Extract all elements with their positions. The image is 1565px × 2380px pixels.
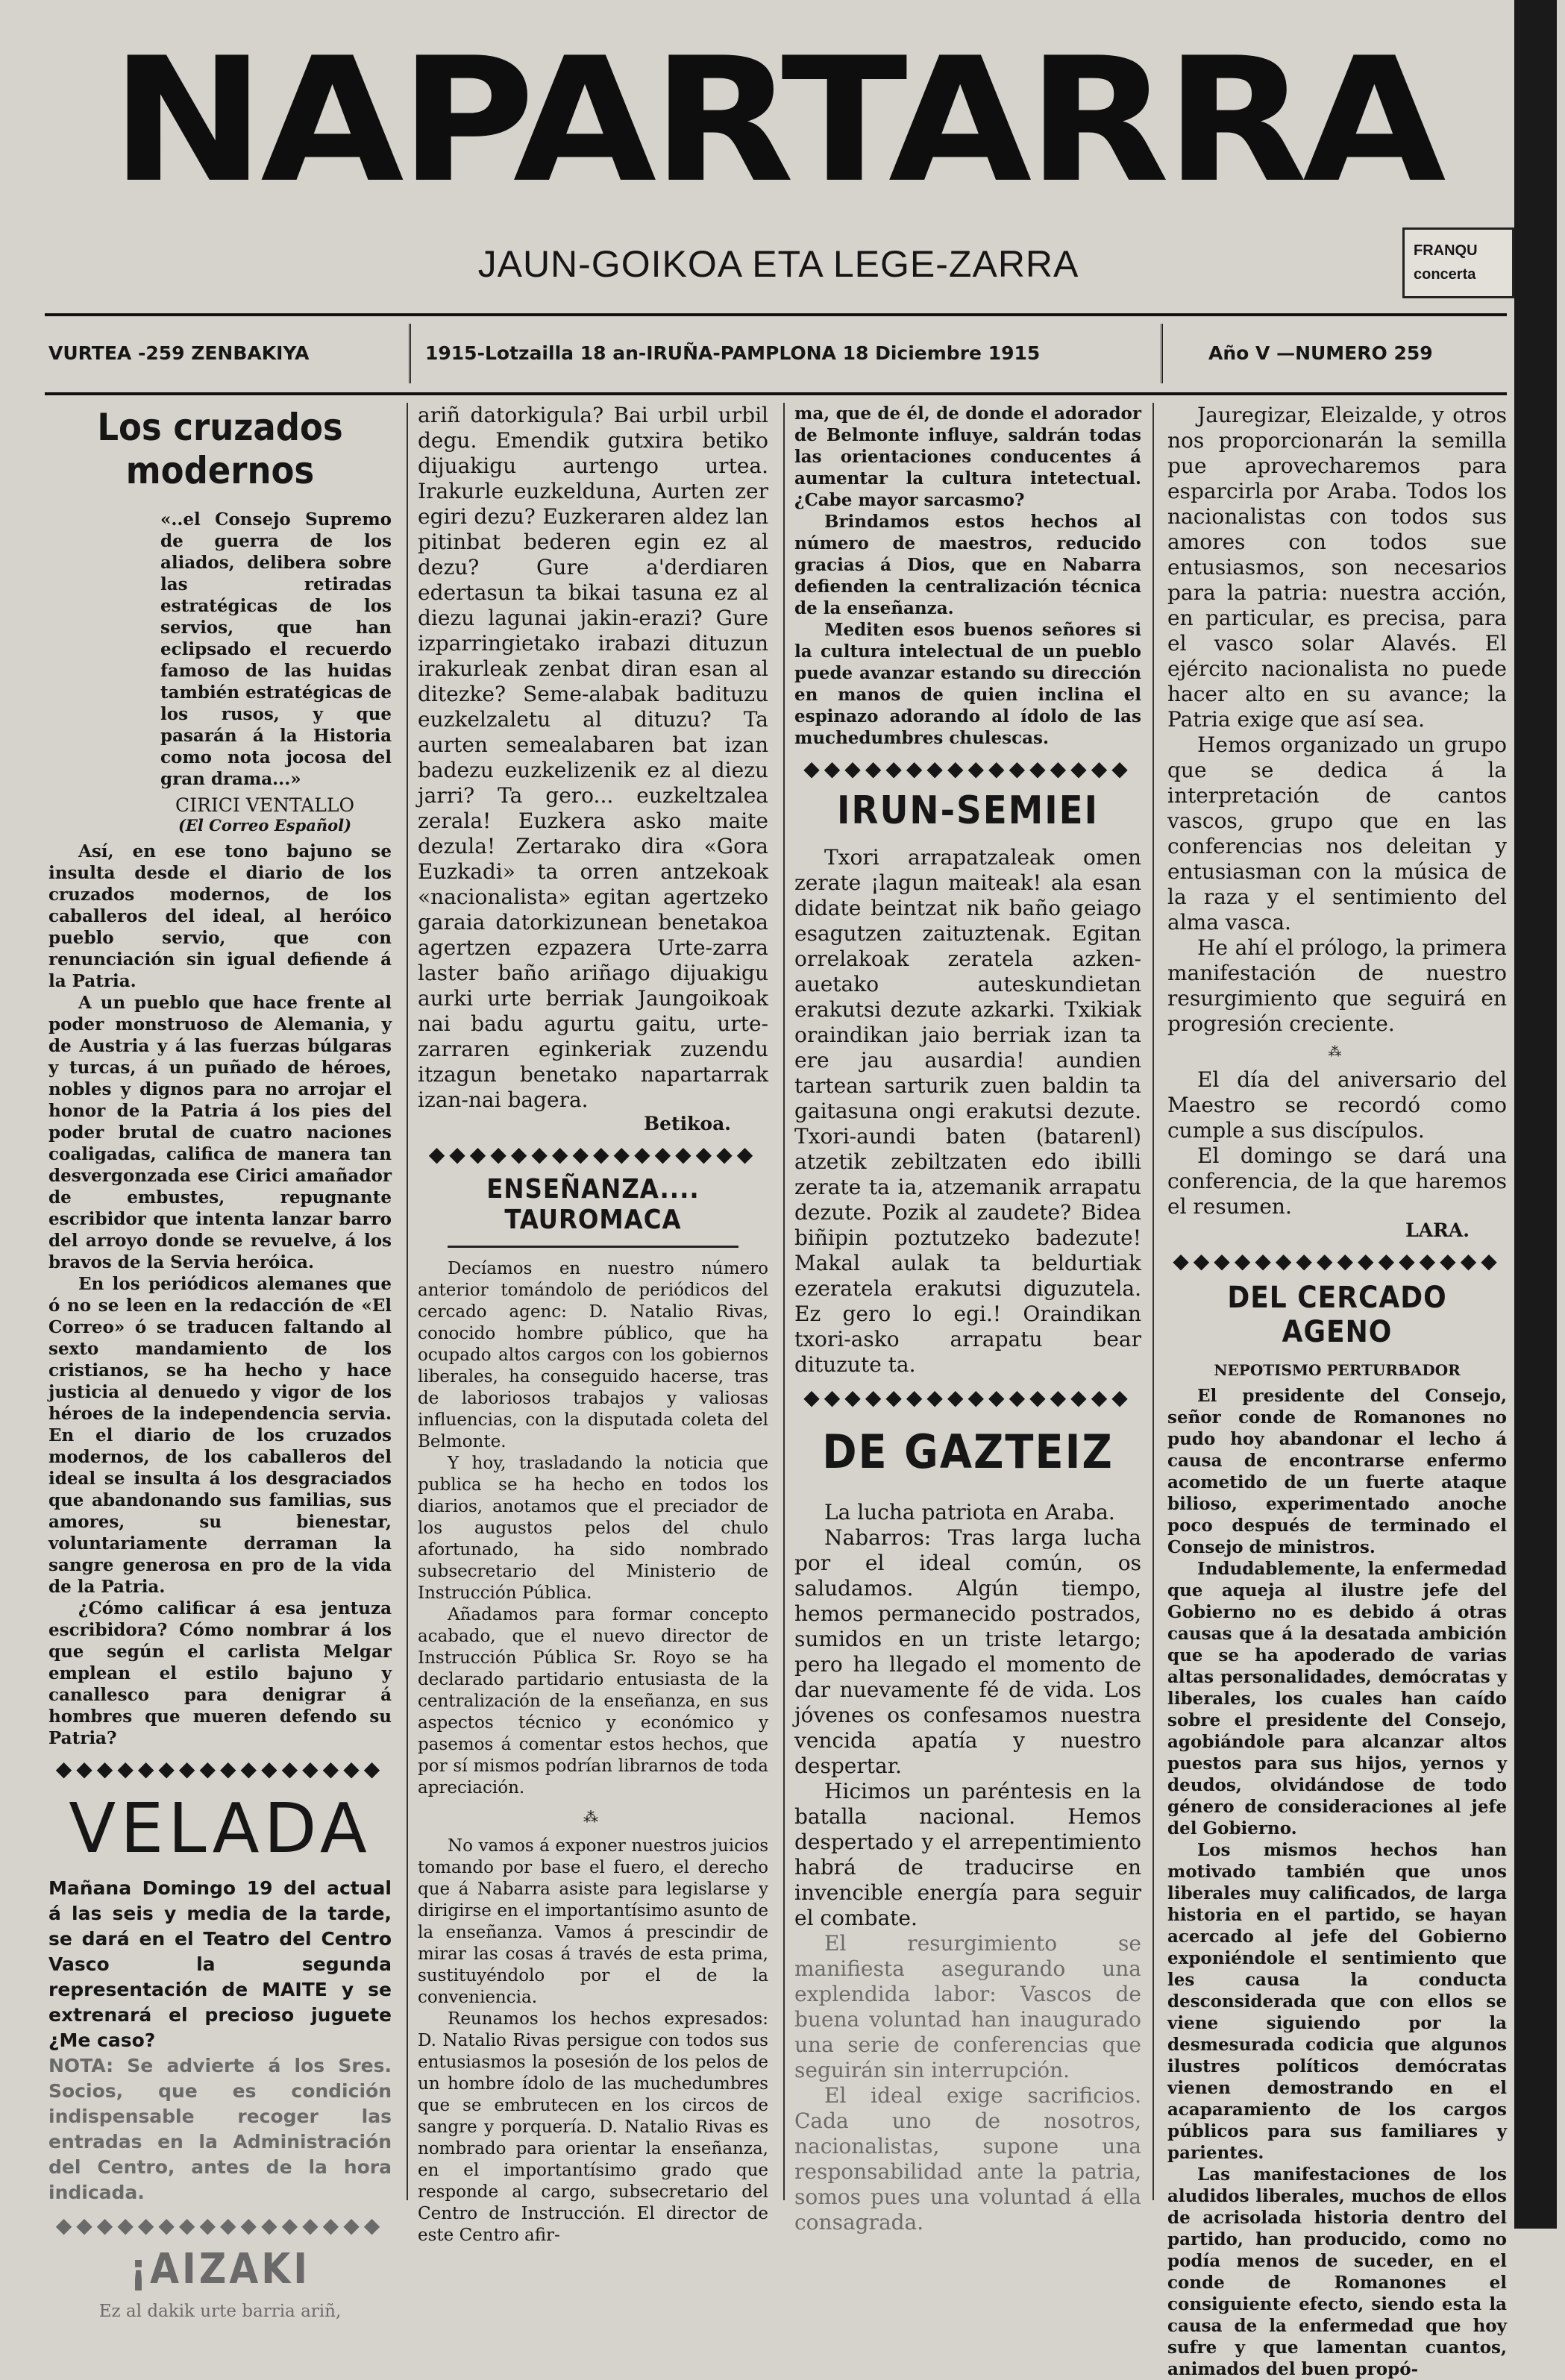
article-paragraph: Reunamos los hechos expresados: D. Natalio Rivas persigue con todos sus entusiasmos la posesión de los pelos de un hombre ídolo de las muchedumbres que se embrutecen en los circos de sangre y porquería. D. Natalio Rivas es nombrado para orientar la enseñanza, en el importantísimo grado que responde al cargo, subsecretario del Centro de Instrucción. El director de este Centro afir- [418,2009,768,2245]
corner-advert-box [1402,227,1514,298]
aizaki-title: ¡AIZAKI [130,2245,310,2293]
column-1 [48,403,392,2321]
article-paragraph: La lucha patriota en Araba. [824,1500,1115,1525]
asterism: ⁂ [1328,1044,1346,1060]
column-3 [794,403,1141,2235]
article-paragraph: Las manifestaciones de los aludidos liberales, muchos de ellos de acrisolada historia dentro del partido, han producido, como no podía menos de suceder, en el conde de Romanones el consiguiente efecto, siendo esta la causa de la enfermedad que hoy sufre y que lamentan cuantos, animados del buen propó- [1167,2164,1507,2379]
article-paragraph: El ideal exige sacrificios. Cada uno de nosotros, nacionalistas, supone una responsabilidad ante la patria, somos pues una voluntad á ella consagrada. [794,2083,1141,2235]
column-2 [418,403,768,2245]
article-paragraph: Decíamos en nuestro número anterior tomándolo de periódicos del cercado agenc: D. Natalio Rivas, conocido hombre público, que ha ocupado altos cargos con los gobiernos liberales, ha conseguido hacerse, tras de laboriosos trabajos y valiosas influencias, con la disputada coleta del Belmonte. [418,1259,768,1451]
ornamental-rule: ◆◆◆◆◆◆◆◆◆◆◆◆◆◆◆◆ [55,1756,385,1781]
article-paragraph: Hicimos un paréntesis en la batalla nacional. Hemos despertado y el arrepentimiento habrá de traducirse en invencible energía para seguir el combate. [794,1779,1141,1930]
ornamental-rule: ◆◆◆◆◆◆◆◆◆◆◆◆◆◆◆◆ [1173,1249,1502,1273]
article-paragraph: El presidente del Consejo, señor conde de Romanones no pudo hoy abandonar el lecho á causa de encontrarse enfermo acometido de un fuerte ataque bilioso, experimentado anoche poco después de terminado el Consejo de ministros. [1167,1386,1507,1557]
article-paragraph: ¿Cómo calificar á esa jentuza escribidora? Cómo nombrar á los que según el carlista Melgar emplean el estilo bajuno y canallesco para denigrar á hombres que mueren defendo su Patria? [48,1598,392,1748]
basque-article-text: ariñ datorkigula? Bai urbil urbil degu. Emendik gutxira betiko dijuakigu aurtengo urtea. Irakurle euzkelduna, Aurten zer egiri dezu? Euzkeraren aldez lan pitinbat bederen egin ez al dezu? Gure a'derdiaren edertasun ta bikai tasuna ez al diezu lagunai jakin-erazi? Gure izparringietako irabazi dituzun irakurleak zenbat diran esan al ditezke? Seme-alabak badituzu euzkelzaletu al dituzu? Ta aurten semealabaren bat izan badezu euzkelizenik ez al diezu jarri? Ta gero... euzkeltzalea zerala! Euzkera asko maite dezula! Zertarako dira «Gora Euzkadi» ta orren antzekoak «nacionalista» egitan agertzeko garaia datorkizunean benetakoa agertzen ezpazera Urte-zarra laster baño ariñago dijuakigu aurki urte berriak Jaungoikoak nai badu agurtu gaitu, urte-zarraren eginkeriak zuzendu itzagun benetako napartarrak izan-nai bagera. [418,403,768,1112]
infobar-divider [1161,324,1163,383]
article-paragraph: Añadamos para formar concepto acabado, que el nuevo director de Instrucción Pública Sr. Royo se ha declarado partidario entusiasta de la centralización de la enseñanza, en sus aspectos técnico y económico y pasemos á comentar estos hechos, que por sí mismos podrían librarnos de toda apreciación. [418,1605,768,1797]
article-paragraph: Nabarros: Tras larga lucha por el ideal común, os saludamos. Algún tiempo, hemos permanecido postrados, sumidos en un triste letargo; pero ha llegado el momento de dar nuevamente fé de vida. Los jóvenes os confesamos nuestra vencida apatía y nuestro despertar. [794,1525,1141,1778]
signature: LARA. [1405,1219,1470,1241]
ornamental-rule: ◆◆◆◆◆◆◆◆◆◆◆◆◆◆◆◆ [803,756,1132,781]
article-paragraph: Los mismos hechos han motivado también que unos liberales muy calificados, de larga historia en el partido, se hayan acercado al jefe del Gobierno exponiéndole el sentimiento que les causa la conducta desconsiderada que con ellos se viene siguiendo por la desmesurada codicia que algunos ilustres políticos demócratas vienen demostrando en el acaparamiento de los cargos públicos para sus familiares y parientes. [1167,1840,1507,2163]
article-paragraph: A un pueblo que hace frente al poder monstruoso de Alemania, y de Austria y á las fuerzas búlgaras y turcas, á un puñado de héroes, nobles y dignos para no arrojar el honor de la Patria á los pies del poder brutal de cuatro naciones coaligadas, califica de manera tan desvergonzada ese Cirici amañador de embustes, repugnante escribidor que intenta lanzar barro del arroyo donde se revuelve, á los bravos de la Servia heróica. [48,993,392,1272]
ornamental-rule: ◆◆◆◆◆◆◆◆◆◆◆◆◆◆◆◆ [428,1142,758,1167]
article-paragraph: ma, que de él, de donde el adorador de Belmonte influye, saldrán todas las orientaciones conducentes á aumentar la cultura intetectual. ¿Cabe mayor sarcasmo? [794,404,1141,510]
page-edge-shadow [1514,0,1557,2229]
article-quote: «..el Consejo Supremo de guerra de los aliados, delibera sobre las retiradas estratégicas de los servios, que han eclipsado el recuerdo famoso de las huidas también estratégicas de los rusos, y que pasarán á la Historia como nota jocosa del gran drama...» [160,509,392,789]
issue-date: 1915-Lotzailla 18 an-IRUÑA-PAMPLONA 18 Diciembre 1915 [425,342,1041,364]
article-paragraph: El domingo se dará una conferencia, de la que haremos el resumen. [1167,1143,1507,1219]
article-paragraph: Hemos organizado un grupo que se dedica á la interpretación de cantos vascos, grupo que en las conferencias nos deleitan y entusiasman con la música de la raza y el sentimiento del alma vasca. [1167,732,1507,935]
asterism: ⁂ [583,1808,603,1826]
article-paragraph: En los periódicos alemanes que ó no se leen en la redacción de «El Correo» ó se traducen faltando al sexto mandamiento de los cristianos, se ha hecho y hace justicia al denuedo y vigor de los héroes de la independencia servia. En el diario de los cruzados modernos, de los caballeros del ideal se insulta á los desgraciados que abandonando sus familias, sus amores, su bienestar, voluntariamente derraman la sangre generosa en pro de la vida de la Patria. [48,1274,392,1597]
aizaki-text: Ez al dakik urte barria ariñ, [98,2302,342,2321]
article-title: DEL CERCADO AGENO [1227,1281,1447,1349]
column-rule [783,403,785,2200]
article-paragraph: Y hoy, trasladando la noticia que publica se ha hecho en todos los diarios, anotamos que el preciador de los augustos pelos del chulo afortunado, ha sido nombrado subsecretario del Ministerio de Instrucción Pública. [418,1454,768,1603]
column-4 [1167,403,1507,2379]
velada-title: VELADA [69,1789,371,1868]
article-paragraph: Indudablemente, la enfermedad que aqueja al ilustre jefe del Gobierno no es debido á otras causas que á la desatada ambición que se ha apoderado de varias altas personalidades, demócratas y liberales, los cuales han caído sobre el presidente del Consejo, agobiándole para alcanzar altos puestos para sus hijos, yernos y deudos, olvidándose de todo género de consideraciones al jefe del Gobierno. [1167,1559,1507,1839]
article-title: ENSEÑANZA.... TAUROMACA [486,1174,700,1235]
velada-note: NOTA: Se advierte á los Sres. Socios, que es condición indispensable recoger las entradas en la Administración del Centro, antes de la hora indicada. [48,2055,392,2203]
issue-year-number: Año V —NUMERO 259 [1208,342,1433,364]
signature: Betikoa. [644,1113,731,1134]
article-title: IRUN-SEMIEI [837,788,1099,833]
masthead-title: NAPARTARRA [110,22,1442,221]
column-rule [407,403,408,2200]
quote-source: (El Correo Español) [178,816,352,835]
article-paragraph: No vamos á exponer nuestros juicios tomando por base el fuero, el derecho que á Nabarra asiste para legislarse y dirigirse en el importantísimo asunto de la enseñanza. Vamos á prescindir de mirar las cosas á través de esta prima, sustituyéndolo por el de la conveniencia. [418,1836,768,2007]
article-paragraph: El día del aniversario del Maestro se recordó como cumple a sus discípulos. [1167,1067,1507,1143]
velada-announcement: Mañana Domingo 19 del actual á las seis y media de la tarde, se dará en el Teatro del Centro Vasco la segunda representación de MAITE y se extrenará el precioso juguete ¿Me caso? [48,1877,392,2051]
article-title: DE GAZTEIZ [822,1425,1114,1479]
article-subtitle: NEPOTISMO PERTURBADOR [1214,1361,1461,1379]
corner-line-2: concerta [1414,266,1476,283]
infobar-divider [409,324,411,383]
article-title: Los cruzados modernos [97,406,343,492]
article-paragraph: Txori arrapatzaleak omen zerate ¡lagun maiteak! ala esan didate beintzat nik baño geiago esagutzen zaituztenak. Egitan orrelakoak zeratela azken-auetako auteskundietan erakutsi dezute azkarki. Txikiak oraindikan jaio berriak izan ta ere jau ausardia! aundien tartean sarturik zuen baldin ta gaitasuna ongi erakutsi dezute. Txori-aundi baten (batarenl) atzetik zebiltzaten edo ibilli zerate ta ia, atzemanik arrapatu dezute. Pozik al zaudete? Bidea biñipin poztutzeko badezute! Makal aulak ta beldurtiak ezeratela erakutsi diguzutela. Ez gero lo egi.! Oraindikan txori-asko arrapatu bear dituzute ta. [794,845,1141,1377]
article-paragraph: El resurgimiento se manifiesta asegurando una explendida labor: Vascos de buena voluntad han inaugurado una serie de conferencias que seguirán sin interrupción. [794,1931,1141,2082]
article-paragraph: Brindamos estos hechos al número de maestros, reducido gracias á Dios, que en Nabarra defienden la centralización técnica de la enseñanza. [794,512,1141,618]
column-rule [1152,403,1154,2200]
ornamental-rule: ◆◆◆◆◆◆◆◆◆◆◆◆◆◆◆◆ [55,2213,385,2238]
article-paragraph: Mediten esos buenos señores si la cultura intelectual de un pueblo puede avanzar estando su dirección en manos de quien inclina el espinazo adorando al ídolo de las muchedumbres chulescas. [794,620,1141,748]
article-paragraph: Jauregizar, Eleizalde, y otros nos proporcionarán la semilla pue aprovecharemos para esparcirla por Araba. Todos los nacionalistas con todos sus amores con todos sue entusiasmos, son necesarios para la patria: nuestra acción, en particular, es precisa, para el vasco solar Alavés. El ejército nacionalista no puede hacer alto en su avance; la Patria exige que así sea. [1167,403,1507,732]
issue-number-basque: VURTEA -259 ZENBAKIYA [48,342,310,364]
article-paragraph: He ahí el prólogo, la primera manifestación de nuestro resurgimiento que seguirá en progresión creciente. [1167,935,1507,1036]
divider [448,1246,738,1248]
issue-info-bar [45,313,1507,395]
corner-line-1: FRANQU [1414,242,1478,259]
ornamental-rule: ◆◆◆◆◆◆◆◆◆◆◆◆◆◆◆◆ [803,1385,1132,1410]
masthead-subtitle: JAUN-GOIKOA ETA LEGE-ZARRA [477,243,1079,285]
article-paragraph: Así, en ese tono bajuno se insulta desde el diario de los cruzados modernos, de los caballeros del ideal, al heróico pueblo servio, que con renunciación sin igual defiende á la Patria. [48,841,392,991]
quote-author: CIRICI VENTALLO [175,794,354,816]
